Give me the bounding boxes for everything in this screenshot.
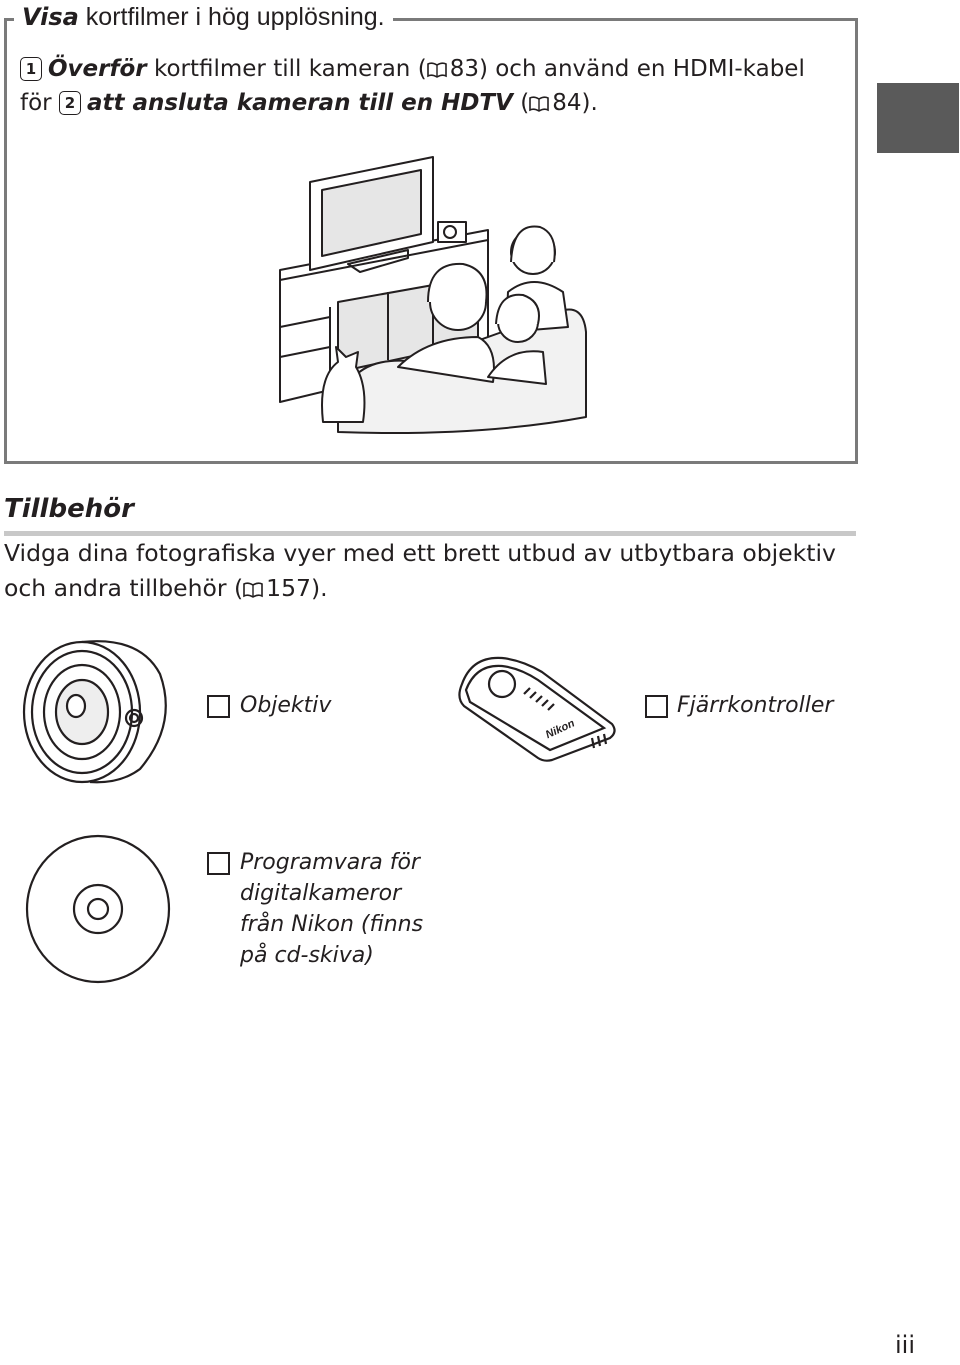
lens-illustration — [20, 634, 172, 784]
description-text: Vidga dina fotografiska vyer med ett brett utbud av utbytbara objektiv och andra tillbehör ( — [4, 539, 836, 602]
accessory-label-fjarrkontroller: Fjärrkontroller — [677, 693, 834, 718]
step-2-page-ref: 84). — [552, 90, 598, 116]
book-icon — [529, 96, 549, 112]
step-1-badge: 1 — [20, 57, 42, 81]
step-1-text: kortfilmer till kameran ( — [146, 56, 427, 82]
tip-instructions — [20, 52, 820, 120]
description-page-ref: 157). — [266, 574, 328, 602]
section-tab-marker — [877, 83, 959, 153]
cd-illustration — [24, 833, 174, 985]
checkbox-programvara[interactable] — [207, 852, 230, 875]
tip-title-rest: kortfilmer i hög upplösning. — [78, 3, 385, 31]
checkbox-fjarrkontroller[interactable] — [645, 695, 668, 718]
step-1-page-ref: 83) och använd en HDMI-kabel för — [20, 56, 805, 116]
section-heading: Tillbehör — [4, 494, 134, 524]
remote-illustration — [452, 654, 618, 764]
accessory-label-programvara-line1: Programvara för — [240, 850, 420, 875]
book-icon — [243, 582, 263, 598]
page-number: iii — [895, 1331, 916, 1359]
remote-brand-text: Nikon — [543, 717, 577, 742]
tip-box-title — [14, 0, 393, 34]
step-2-paren: ( — [512, 90, 530, 116]
step-2-text: att ansluta kameran till en HDTV — [86, 90, 513, 116]
section-description — [4, 536, 864, 606]
checkbox-objektiv[interactable] — [207, 695, 230, 718]
book-icon — [427, 62, 447, 78]
accessory-label-programvara-line4: på cd-skiva) — [240, 943, 374, 968]
step-1-action: Överför — [48, 56, 147, 82]
accessory-label-programvara-line2: digitalkameror — [240, 881, 402, 906]
accessory-label-programvara-line3: från Nikon (finns — [240, 912, 424, 937]
tv-illustration — [278, 152, 590, 440]
accessory-label-objektiv: Objektiv — [240, 693, 332, 718]
step-2-badge: 2 — [59, 91, 81, 115]
tip-title-emphasis: Visa — [22, 3, 79, 31]
